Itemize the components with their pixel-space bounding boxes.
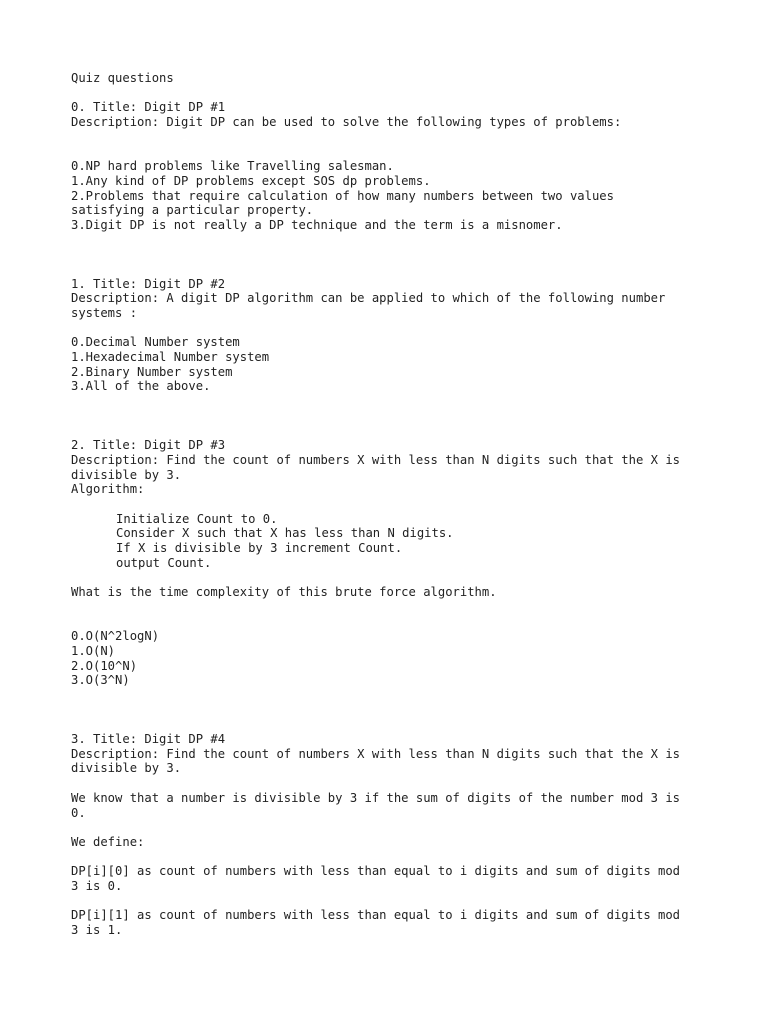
document-header: Quiz questions: [71, 71, 174, 85]
paragraph-text: 0.: [71, 805, 86, 820]
question-title: 2. Title: Digit DP #3: [71, 438, 226, 453]
option-text: 1.Hexadecimal Number system: [71, 350, 270, 365]
question-description: divisible by 3.: [71, 761, 182, 776]
option-text: 2.Binary Number system: [71, 364, 233, 379]
algorithm-step: If X is divisible by 3 increment Count.: [116, 541, 403, 556]
paragraph-text: 3 is 0.: [71, 878, 123, 893]
option-text: 2.Problems that require calculation of how many numbers between two values: [71, 188, 614, 203]
algorithm-step: output Count.: [116, 555, 212, 570]
question-title: 0. Title: Digit DP #1: [71, 100, 226, 115]
option-text: 3.Digit DP is not really a DP technique and the term is a misnomer.: [71, 217, 563, 232]
question-1: [71, 277, 711, 395]
question-description: Description: Find the count of numbers X with less than N digits such that the X is: [71, 746, 681, 761]
algorithm-step: Initialize Count to 0.: [116, 511, 278, 526]
option-text: 1.Any kind of DP problems except SOS dp problems.: [71, 173, 431, 188]
question-prompt: What is the time complexity of this brute force algorithm.: [71, 585, 497, 600]
option-text: 0.Decimal Number system: [71, 335, 240, 350]
document-page: [71, 71, 711, 938]
option-text: 3.All of the above.: [71, 379, 211, 394]
question-description: divisible by 3.: [71, 467, 182, 482]
question-title: 3. Title: Digit DP #4: [71, 732, 226, 747]
option-text: 0.NP hard problems like Travelling salesman.: [71, 159, 394, 174]
option-text: 1.O(N): [71, 643, 116, 658]
question-0: [71, 100, 711, 232]
paragraph-text: 3 is 1.: [71, 923, 123, 937]
paragraph-text: We know that a number is divisible by 3 if the sum of digits of the number mod 3 is: [71, 790, 681, 805]
option-text: 3.O(3^N): [71, 673, 130, 688]
question-description: Description: Digit DP can be used to solve the following types of problems:: [71, 115, 622, 130]
algorithm-step: Consider X such that X has less than N digits.: [116, 526, 454, 541]
question-title: 1. Title: Digit DP #2: [71, 276, 226, 291]
question-description: systems :: [71, 306, 138, 321]
paragraph-text: DP[i][0] as count of numbers with less than equal to i digits and sum of digits mod: [71, 864, 681, 879]
algorithm-label: Algorithm:: [71, 482, 145, 497]
question-description: Description: A digit DP algorithm can be applied to which of the following number: [71, 291, 666, 306]
option-text: 2.O(10^N): [71, 658, 138, 673]
option-text: 0.O(N^2logN): [71, 629, 160, 644]
option-text: satisfying a particular property.: [71, 203, 314, 218]
paragraph-text: We define:: [71, 834, 145, 849]
question-3: [71, 732, 711, 938]
question-description: Description: Find the count of numbers X with less than N digits such that the X is: [71, 452, 681, 467]
question-2: [71, 438, 711, 688]
paragraph-text: DP[i][1] as count of numbers with less than equal to i digits and sum of digits mod: [71, 908, 681, 923]
